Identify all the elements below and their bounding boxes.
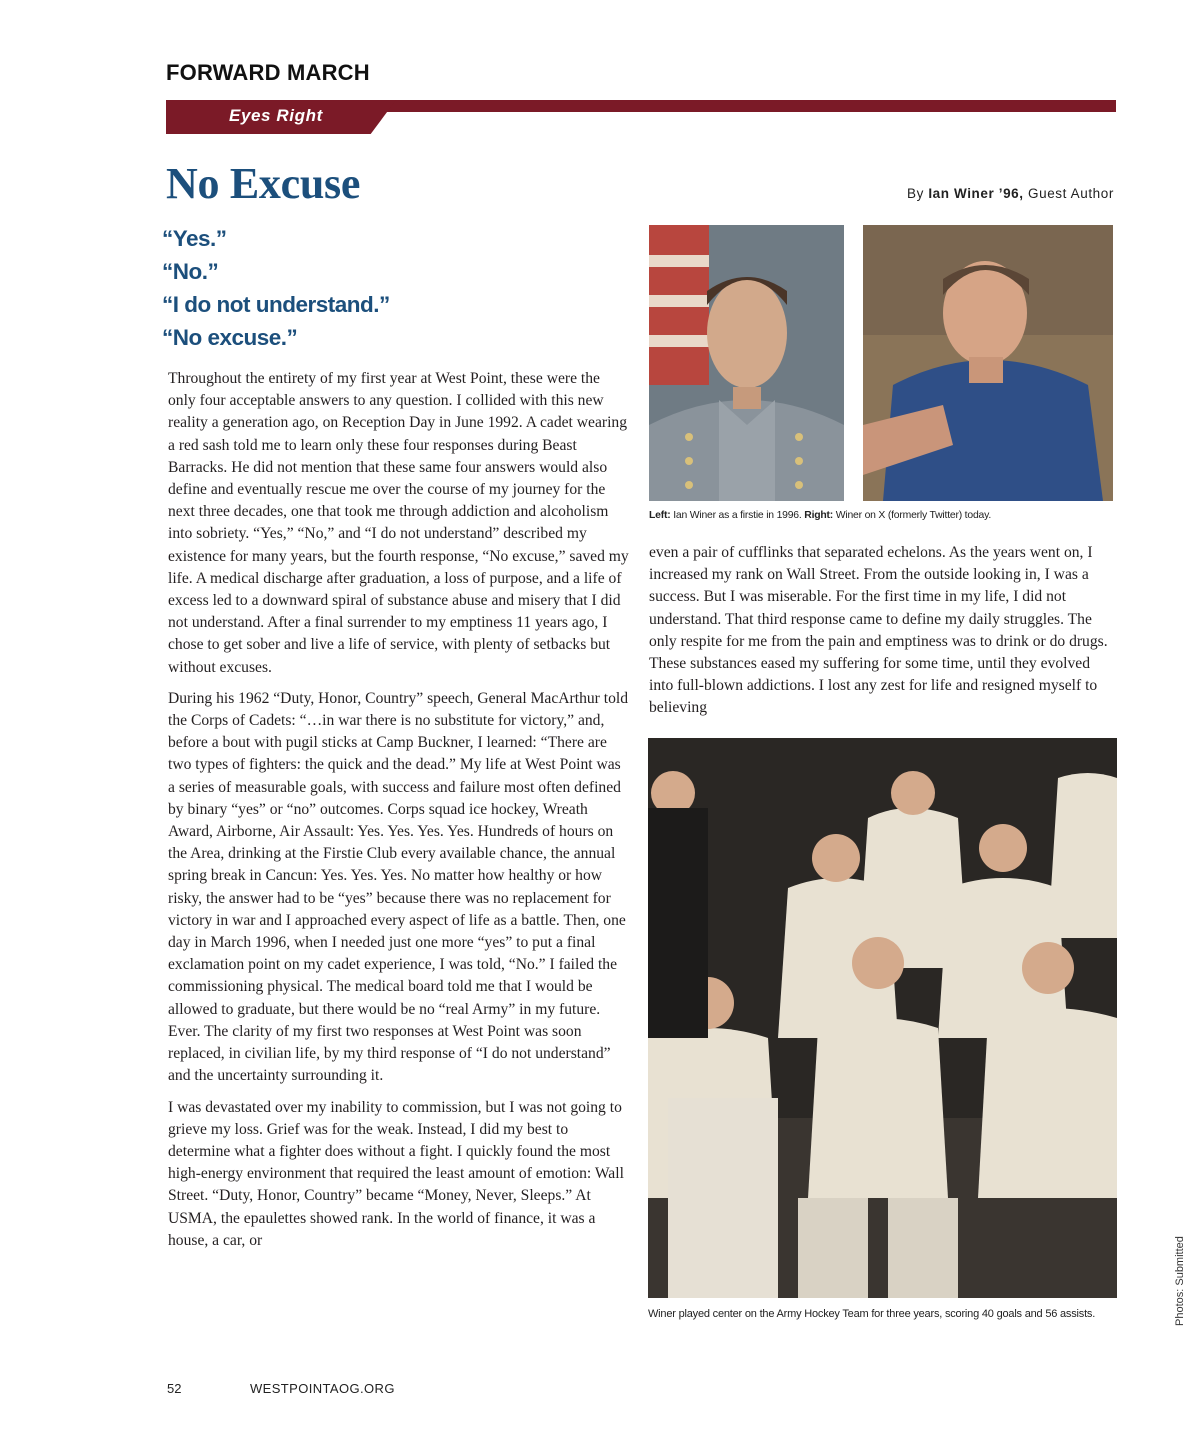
quote-yes: “Yes.” [162, 226, 227, 251]
caption-right-text: Winer on X (formerly Twitter) today. [833, 510, 992, 521]
article-title: No Excuse [166, 159, 361, 208]
body-paragraph: Throughout the entirety of my first year at West Point, these were the only four acceptable answers to any question. I collided with this new reality a generation ago, on Reception Day in June 1992. A cadet wearing a red sash told me to learn only these four responses during Beast Barracks. He did not mention that these same four answers would also define and eventually rescue me over the course of my journey for the next three decades, one that took me through addiction and alcoholism into sobriety. “Yes,” “No,” and “I do not understand” described my existence for many years, but the fourth response, “No excuse,” saved my life. A medical discharge after graduation, a loss of purpose, and a life of excess led to a downward spiral of substance abuse and misery that I did not understand. After a final surrender to my emptiness 11 years ago, I chose to get sober and live a life of service, with plenty of setbacks but without excuses. [168, 370, 629, 676]
quote-no-excuse: “No excuse.” [162, 325, 298, 350]
quote-do-not-understand: “I do not understand.” [162, 292, 390, 317]
body-column-left [168, 368, 630, 1261]
column-label: Eyes Right [229, 106, 323, 125]
body-paragraph: even a pair of cufflinks that separated echelons. As the years went on, I increased my rank on Wall Street. From the outside looking in, I was a success. But I was miserable. For the first time in my life, I did not understand. That third response came to define my daily struggles. The only respite for me from the pain and emptiness was to drink or do drugs. These substances eased my suffering for some time, until they evolved into full-blown addictions. I lost any zest for life and resigned myself to believing [649, 544, 1108, 717]
photo-credit-text: Photos: Submitted [1174, 1236, 1186, 1326]
hockey-team-photo [648, 738, 1117, 1298]
pull-quotes [162, 222, 622, 354]
cadet-portrait-photo [649, 225, 844, 501]
winer-today-photo [863, 225, 1113, 501]
page-number: 52 [167, 1381, 182, 1396]
photo-credit [1174, 1236, 1188, 1326]
caption-left-text: Ian Winer as a firstie in 1996. [670, 510, 805, 521]
caption-left-label: Left: [649, 510, 671, 521]
byline-prefix: By [907, 186, 929, 201]
caption-right-label: Right: [804, 510, 834, 521]
body-column-right [649, 542, 1115, 729]
photo-caption [649, 510, 1119, 521]
section-title: FORWARD MARCH [166, 60, 370, 85]
body-paragraph: During his 1962 “Duty, Honor, Country” speech, General MacArthur told the Corps of Cadets: “…in war there is no substitute for victory,” and, before a bout with pugil sticks at Camp Buckner, I learned: “There are two types of fighters: the quick and the dead.” My life at West Point was a series of measurable goals, with success and failure most often defined by binary “yes” or “no” outcomes. Corps squad ice hockey, Wreath Award, Airborne, Air Assault: Yes. Yes. Yes. Yes. Hundreds of hours on the Area, drinking at the Firstie Club every available chance, the annual spring break in Cancun: Yes. Yes. Yes. No matter how healthy or how risky, the answer had to be “yes” because there was no replacement for victory in war and I approached every aspect of life as a battle. Then, one day in March 1996, when I needed just one more “yes” to put a final exclamation point on my cadet experience, I was told, “No.” I failed the commissioning physical. The medical board told me that I would be allowed to graduate, but there would be no “real Army” in my future. Ever. The clarity of my first two responses at West Point was soon replaced, in civilian life, by my third response of “I do not understand” and the uncertainty surrounding it. [168, 689, 629, 1085]
quote-no: “No.” [162, 259, 219, 284]
byline [907, 186, 1114, 201]
byline-role: Guest Author [1023, 186, 1114, 201]
body-paragraph: I was devastated over my inability to commission, but I was not going to grieve my loss. Grief was for the weak. Instead, I did my best to determine what a fighter does without a fight. I quickly found the most high-energy environment that required the least amount of emotion: Wall Street. “Duty, Honor, Country” became “Money, Never, Sleeps.” At USMA, the epaulettes showed rank. In the world of finance, it was a house, a car, or [168, 1098, 624, 1249]
website-url: WESTPOINTAOG.ORG [250, 1381, 395, 1396]
team-photo-caption: Winer played center on the Army Hockey Team for three years, scoring 40 goals and 56 assists. [648, 1308, 1096, 1320]
byline-author: Ian Winer ’96, [928, 186, 1024, 201]
